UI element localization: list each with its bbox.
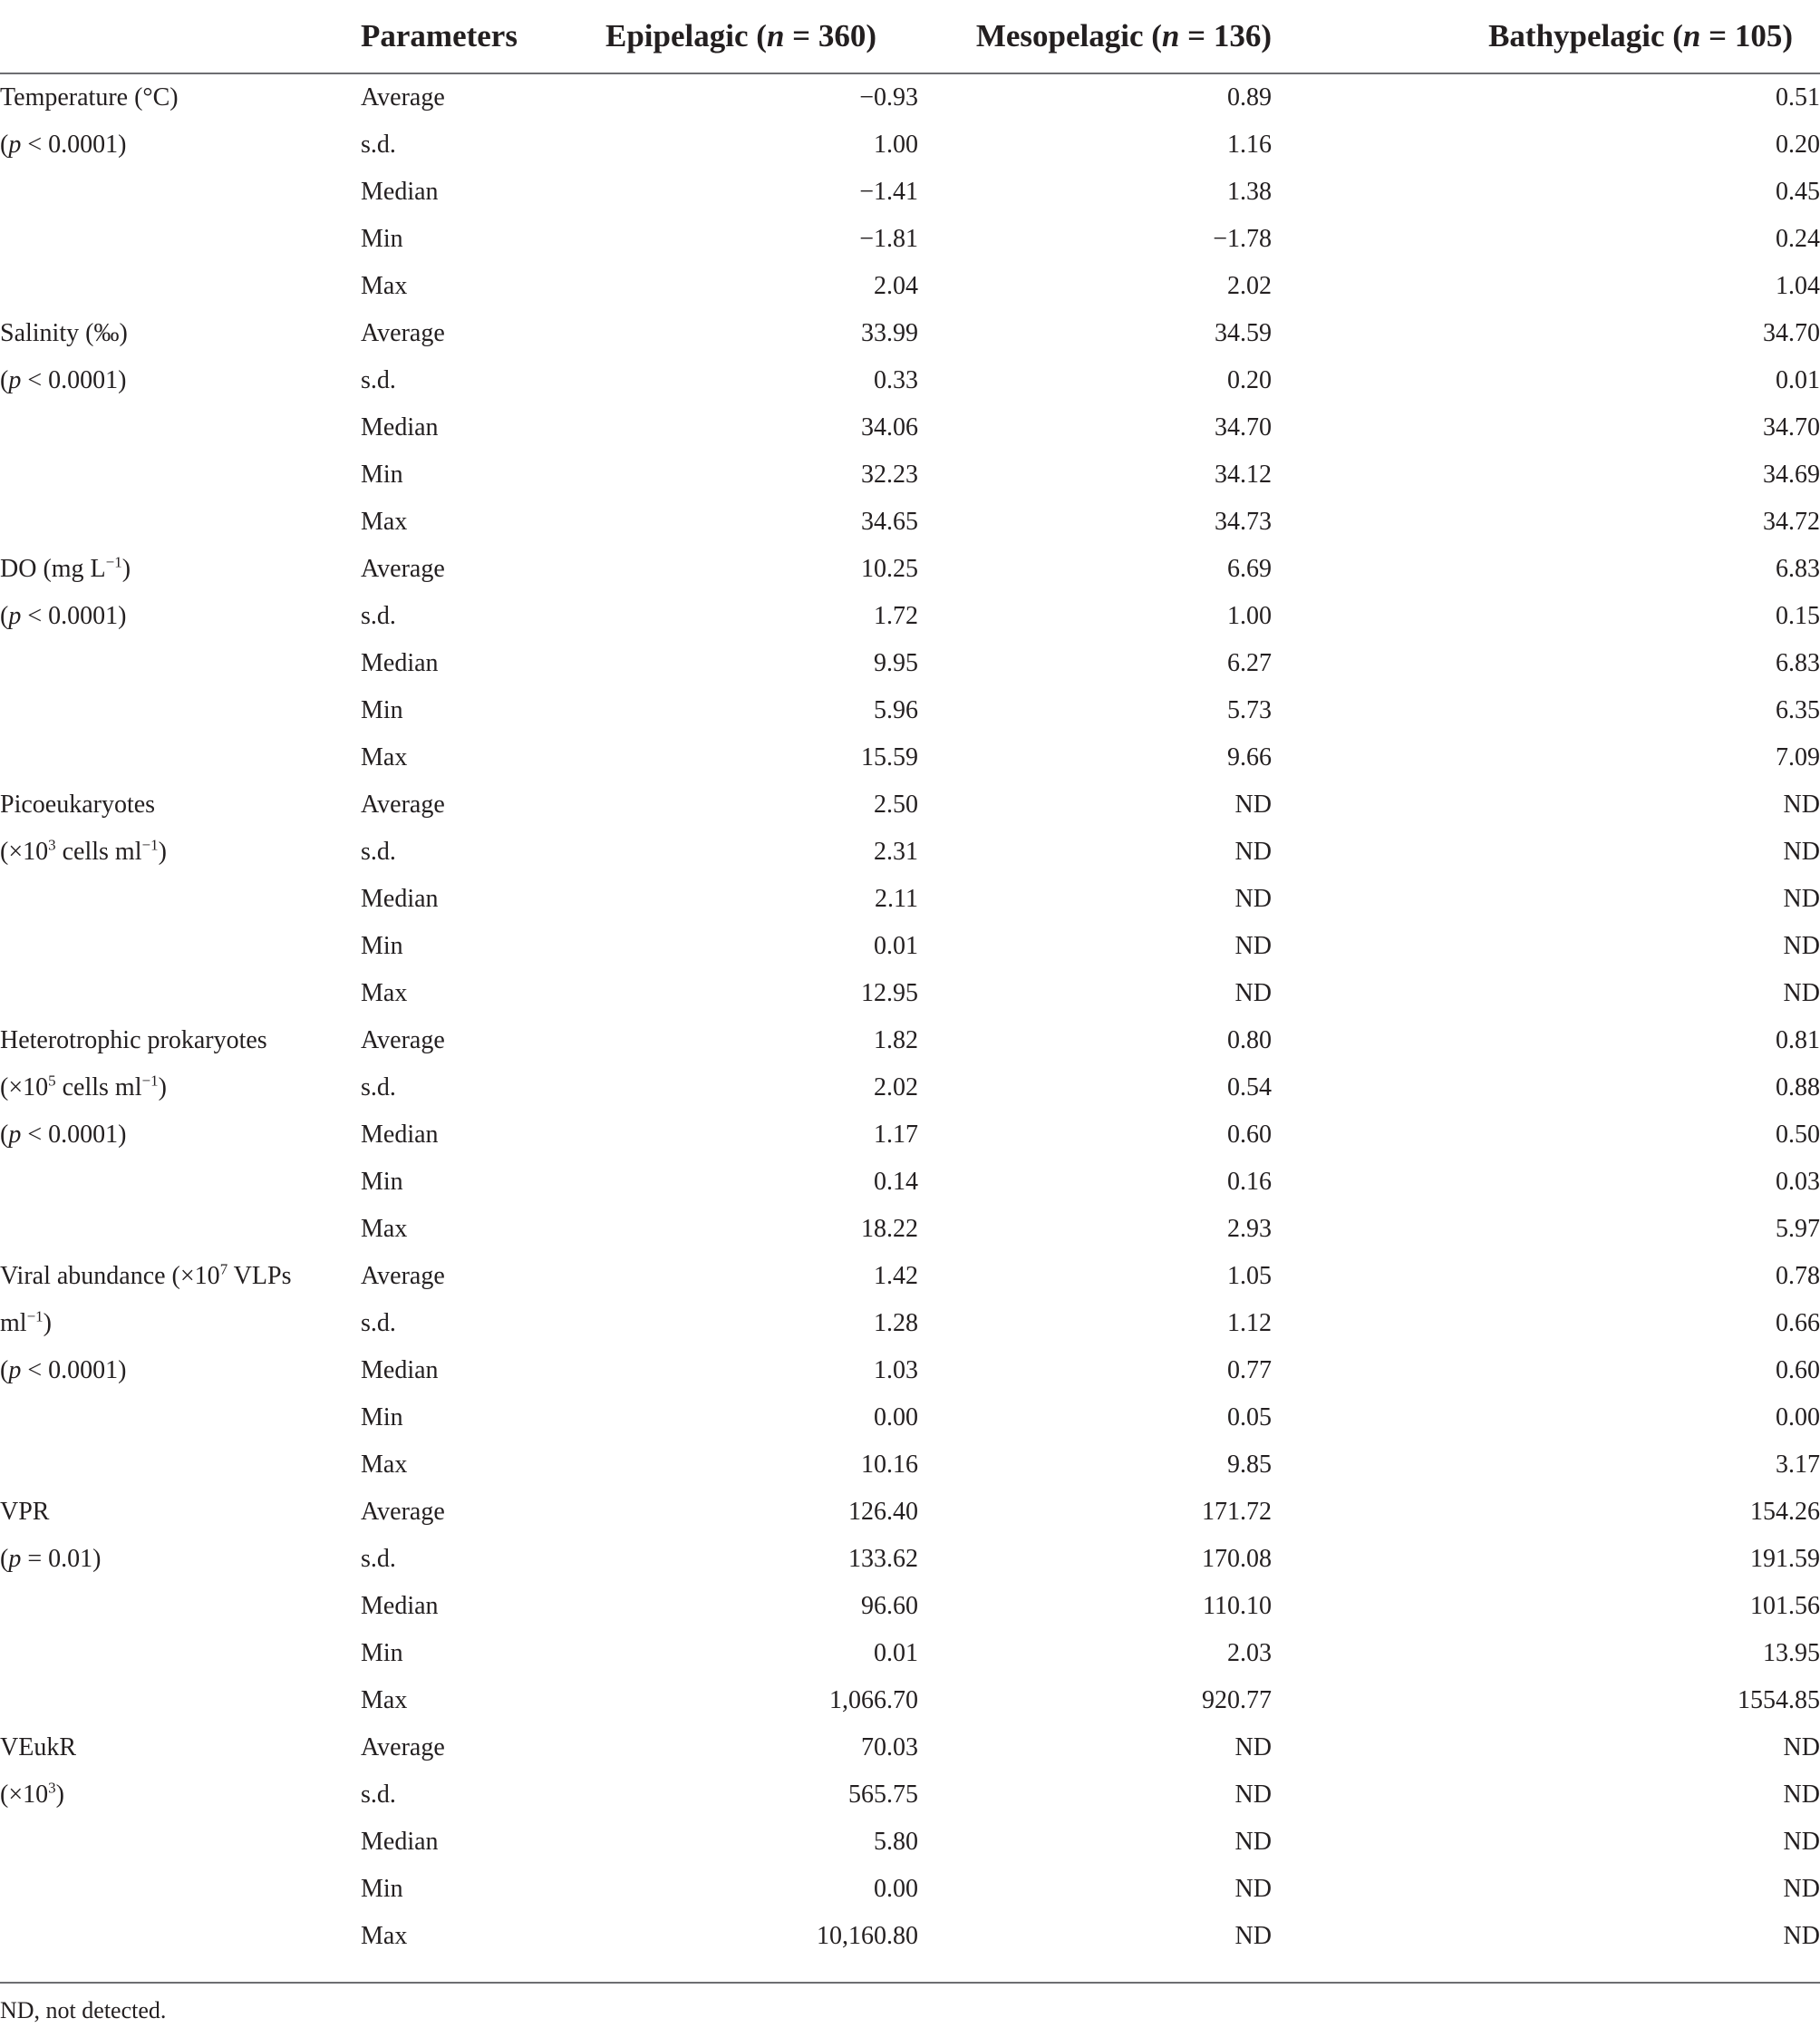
statistic-label: Min [361, 1403, 403, 1431]
table-row [0, 404, 1820, 451]
table-row [0, 1111, 1820, 1159]
statistic-label: Average [361, 319, 445, 347]
statistic-label: Median [361, 413, 439, 442]
statistic-label: Average [361, 83, 445, 112]
variable-label [0, 404, 361, 451]
variable-label [0, 923, 361, 970]
mesopelagic-value: 1.05 [1227, 1262, 1272, 1290]
statistic-label: Max [361, 1451, 408, 1479]
table-row [0, 121, 1820, 169]
epipelagic-value: 1.28 [874, 1309, 918, 1337]
statistic-label: s.d. [361, 1545, 396, 1573]
header-bathypelagic: Bathypelagic (n = 105) [1272, 0, 1820, 73]
statistic-label: Min [361, 1168, 403, 1196]
bathypelagic-value: 34.70 [1763, 319, 1820, 347]
variable-label [0, 734, 361, 781]
bathypelagic-value: 191.59 [1750, 1545, 1820, 1573]
table-row [0, 1159, 1820, 1206]
mesopelagic-value: 34.73 [1215, 508, 1272, 536]
bathypelagic-value: 0.51 [1776, 83, 1820, 112]
epipelagic-value: 2.02 [874, 1073, 918, 1101]
statistic-label: s.d. [361, 131, 396, 159]
variable-label: ($\times 10^5$ cells $ml^{-1}$) [0, 1072, 167, 1101]
statistic-label: Median [361, 1356, 439, 1384]
bathypelagic-value: 0.81 [1776, 1026, 1820, 1054]
variable-label [0, 1394, 361, 1441]
statistic-label: Min [361, 1875, 403, 1903]
mesopelagic-value: 1.12 [1227, 1309, 1272, 1337]
variable-label: (p < 0.0001) [0, 1121, 127, 1149]
variable-label [0, 1866, 361, 1913]
epipelagic-value: 565.75 [848, 1781, 918, 1809]
mesopelagic-value: ND [1234, 979, 1272, 1007]
mesopelagic-value: 110.10 [1203, 1592, 1272, 1620]
statistic-label: s.d. [361, 1073, 396, 1101]
table-row [0, 1206, 1820, 1253]
statistic-label: Median [361, 1828, 439, 1856]
table-row [0, 1394, 1820, 1441]
mesopelagic-value: ND [1234, 1922, 1272, 1950]
mesopelagic-value: 0.89 [1227, 83, 1272, 112]
bathypelagic-value: 101.56 [1750, 1592, 1820, 1620]
table-row [0, 451, 1820, 499]
statistic-label: Max [361, 743, 408, 771]
mesopelagic-value: ND [1234, 1781, 1272, 1809]
variable-label: (p < 0.0001) [0, 131, 127, 159]
variable-label [0, 169, 361, 216]
table-row [0, 829, 1820, 876]
mesopelagic-value: 9.85 [1227, 1451, 1272, 1479]
statistic-label: s.d. [361, 366, 396, 394]
epipelagic-value: 34.06 [861, 413, 918, 442]
bathypelagic-value: 0.45 [1776, 178, 1820, 206]
table-row [0, 781, 1820, 829]
statistic-label: Min [361, 1639, 403, 1667]
variable-label [0, 1583, 361, 1630]
statistic-label: Min [361, 225, 403, 253]
epipelagic-value: 2.04 [874, 272, 918, 300]
variable-label [0, 499, 361, 546]
epipelagic-value: 10.25 [861, 555, 918, 583]
table-row [0, 263, 1820, 310]
epipelagic-value: 2.11 [875, 885, 918, 913]
epipelagic-value: 1.00 [874, 131, 918, 159]
bathypelagic-value: 0.50 [1776, 1121, 1820, 1149]
variable-label: Heterotrophic prokaryotes [0, 1026, 267, 1054]
epipelagic-value: 5.80 [874, 1828, 918, 1856]
bathypelagic-value: 0.01 [1776, 366, 1820, 394]
table-row [0, 1253, 1820, 1300]
table-body [0, 73, 1820, 1960]
bathypelagic-value: ND [1783, 885, 1820, 913]
bathypelagic-value: ND [1783, 1828, 1820, 1856]
variable-label: $(\times 10^3)$ [0, 1779, 64, 1809]
epipelagic-value: 0.00 [874, 1875, 918, 1903]
mesopelagic-value: 171.72 [1202, 1498, 1272, 1526]
statistic-label: Max [361, 508, 408, 536]
epipelagic-value: 96.60 [861, 1592, 918, 1620]
statistic-label: Average [361, 1026, 445, 1054]
variable-label [0, 876, 361, 923]
table-row [0, 1677, 1820, 1724]
epipelagic-value: 2.31 [874, 838, 918, 866]
epipelagic-value: 1.82 [874, 1026, 918, 1054]
epipelagic-value: 126.40 [848, 1498, 918, 1526]
bathypelagic-value: 0.20 [1776, 131, 1820, 159]
mesopelagic-value: 920.77 [1202, 1686, 1272, 1714]
table-header [0, 0, 1820, 73]
statistic-label: Min [361, 932, 403, 960]
variable-label [0, 1913, 361, 1960]
variable-label: ($\times 10^3$ cells $ml^{-1}$) [0, 836, 167, 866]
epipelagic-value: 0.33 [874, 366, 918, 394]
table-row [0, 1300, 1820, 1347]
epipelagic-value: 10,160.80 [817, 1922, 918, 1950]
variable-label [0, 1630, 361, 1677]
bathypelagic-value: 6.83 [1776, 555, 1820, 583]
header-parameters: Parameters [361, 0, 605, 73]
variable-label [0, 263, 361, 310]
mesopelagic-value: 5.73 [1227, 696, 1272, 724]
bathypelagic-value: 0.15 [1776, 602, 1820, 630]
bathypelagic-value: 6.35 [1776, 696, 1820, 724]
mesopelagic-value: 0.54 [1227, 1073, 1272, 1101]
epipelagic-value: 10.16 [861, 1451, 918, 1479]
table-row [0, 1913, 1820, 1960]
mesopelagic-value: ND [1234, 1733, 1272, 1761]
table-row [0, 1771, 1820, 1819]
mesopelagic-value: 6.27 [1227, 649, 1272, 677]
epipelagic-value: 1,066.70 [829, 1686, 918, 1714]
bathypelagic-value: 0.66 [1776, 1309, 1820, 1337]
mesopelagic-value: 0.16 [1227, 1168, 1272, 1196]
epipelagic-value: 1.42 [874, 1262, 918, 1290]
table-row [0, 640, 1820, 687]
epipelagic-value: −0.93 [859, 83, 918, 112]
header-mesopelagic: Mesopelagic (n = 136) [918, 0, 1272, 73]
variable-label [0, 451, 361, 499]
variable-label: Picoeukaryotes [0, 791, 156, 819]
variable-label: (p = 0.01) [0, 1545, 102, 1573]
statistic-label: Median [361, 1121, 439, 1149]
variable-label: VEukR [0, 1733, 76, 1761]
variable-label: VPR [0, 1498, 50, 1526]
statistic-label: s.d. [361, 1781, 396, 1809]
epipelagic-value: 33.99 [861, 319, 918, 347]
statistic-label: Median [361, 649, 439, 677]
header-variable [0, 0, 361, 73]
epipelagic-value: 15.59 [861, 743, 918, 771]
table-row [0, 734, 1820, 781]
table-row [0, 1536, 1820, 1583]
bathypelagic-value: 13.95 [1763, 1639, 1820, 1667]
mesopelagic-value: 0.80 [1227, 1026, 1272, 1054]
statistic-label: Min [361, 461, 403, 489]
mesopelagic-value: 0.60 [1227, 1121, 1272, 1149]
statistic-label: Max [361, 1215, 408, 1243]
table-row [0, 923, 1820, 970]
mesopelagic-value: ND [1234, 838, 1272, 866]
table-footnote: ND, not detected. [0, 1997, 167, 2023]
bathypelagic-value: ND [1783, 1875, 1820, 1903]
variable-label [0, 1441, 361, 1489]
variable-label: Viral abundance ($\times 10^7$ VLPs [0, 1260, 292, 1290]
variable-label [0, 216, 361, 263]
epipelagic-value: 5.96 [874, 696, 918, 724]
mesopelagic-value: 2.03 [1227, 1639, 1272, 1667]
variable-label [0, 687, 361, 734]
epipelagic-value: 12.95 [861, 979, 918, 1007]
epipelagic-value: 18.22 [861, 1215, 918, 1243]
variable-label [0, 1819, 361, 1866]
table-row [0, 1819, 1820, 1866]
table-row [0, 1347, 1820, 1394]
statistic-label: Max [361, 272, 408, 300]
table-row [0, 1489, 1820, 1536]
bathypelagic-value: ND [1783, 1922, 1820, 1950]
epipelagic-value: 32.23 [861, 461, 918, 489]
statistic-label: Average [361, 555, 445, 583]
epipelagic-value: 0.01 [874, 932, 918, 960]
header-row [0, 0, 1820, 73]
mesopelagic-value: 1.38 [1227, 178, 1272, 206]
mesopelagic-value: 170.08 [1202, 1545, 1272, 1573]
mesopelagic-value: ND [1234, 791, 1272, 819]
bathypelagic-value: 154.26 [1750, 1498, 1820, 1526]
bathypelagic-value: 6.83 [1776, 649, 1820, 677]
table-row [0, 1630, 1820, 1677]
statistic-label: Average [361, 791, 445, 819]
bathypelagic-value: ND [1783, 791, 1820, 819]
table-row [0, 73, 1820, 121]
epipelagic-value: 9.95 [874, 649, 918, 677]
bathypelagic-value: 34.69 [1763, 461, 1820, 489]
mesopelagic-value: ND [1234, 885, 1272, 913]
statistic-label: Average [361, 1498, 445, 1526]
mesopelagic-value: ND [1234, 932, 1272, 960]
bathypelagic-value: 3.17 [1776, 1451, 1820, 1479]
statistic-label: Average [361, 1262, 445, 1290]
table-row [0, 970, 1820, 1017]
mesopelagic-value: 6.69 [1227, 555, 1272, 583]
mesopelagic-value: 0.05 [1227, 1403, 1272, 1431]
epipelagic-value: −1.81 [859, 225, 918, 253]
table-row [0, 1441, 1820, 1489]
mesopelagic-value: 1.16 [1227, 131, 1272, 159]
epipelagic-value: 133.62 [848, 1545, 918, 1573]
statistic-label: s.d. [361, 838, 396, 866]
variable-label: DO (mg $L^{-1}$) [0, 553, 131, 583]
variable-label [0, 1206, 361, 1253]
table-row [0, 169, 1820, 216]
statistic-label: Max [361, 1922, 408, 1950]
header-epipelagic: Epipelagic (n = 360) [605, 0, 918, 73]
mesopelagic-value: ND [1234, 1875, 1272, 1903]
mesopelagic-value: 0.77 [1227, 1356, 1272, 1384]
bathypelagic-value: 0.60 [1776, 1356, 1820, 1384]
bathypelagic-value: 1554.85 [1738, 1686, 1820, 1714]
epipelagic-value: −1.41 [859, 178, 918, 206]
variable-label: Salinity (‰) [0, 319, 128, 347]
mesopelagic-value: 34.70 [1215, 413, 1272, 442]
statistic-label: Average [361, 1733, 445, 1761]
table-row [0, 1064, 1820, 1111]
table-row [0, 876, 1820, 923]
table-row [0, 1724, 1820, 1771]
bathypelagic-value: 7.09 [1776, 743, 1820, 771]
table-row [0, 357, 1820, 404]
table-row [0, 310, 1820, 357]
table-row [0, 499, 1820, 546]
table-bottom-rule [0, 1982, 1820, 1984]
variable-label: (p < 0.0001) [0, 602, 127, 630]
epipelagic-value: 0.14 [874, 1168, 918, 1196]
bathypelagic-value: 0.03 [1776, 1168, 1820, 1196]
table-row [0, 1017, 1820, 1064]
bathypelagic-value: ND [1783, 838, 1820, 866]
epipelagic-value: 1.72 [874, 602, 918, 630]
variable-label: (p < 0.0001) [0, 1356, 127, 1384]
table-row [0, 593, 1820, 640]
statistic-label: Median [361, 885, 439, 913]
table-row [0, 546, 1820, 593]
bathypelagic-value: 34.70 [1763, 413, 1820, 442]
statistic-label: s.d. [361, 602, 396, 630]
statistic-label: Min [361, 696, 403, 724]
statistic-label: Max [361, 1686, 408, 1714]
variable-label: $ml^{-1}$) [0, 1307, 52, 1337]
epipelagic-value: 70.03 [861, 1733, 918, 1761]
bathypelagic-value: ND [1783, 1781, 1820, 1809]
bathypelagic-value: 0.78 [1776, 1262, 1820, 1290]
mesopelagic-value: 9.66 [1227, 743, 1272, 771]
epipelagic-value: 2.50 [874, 791, 918, 819]
bathypelagic-value: 5.97 [1776, 1215, 1820, 1243]
mesopelagic-value: ND [1234, 1828, 1272, 1856]
mesopelagic-value: 2.02 [1227, 272, 1272, 300]
bathypelagic-value: ND [1783, 932, 1820, 960]
mesopelagic-value: 34.12 [1215, 461, 1272, 489]
epipelagic-value: 0.01 [874, 1639, 918, 1667]
variable-label [0, 1159, 361, 1206]
variable-label: (p < 0.0001) [0, 366, 127, 394]
epipelagic-value: 0.00 [874, 1403, 918, 1431]
mesopelagic-value: −1.78 [1213, 225, 1272, 253]
table-row [0, 687, 1820, 734]
bathypelagic-value: 0.24 [1776, 225, 1820, 253]
bathypelagic-value: 0.88 [1776, 1073, 1820, 1101]
mesopelagic-value: 0.20 [1227, 366, 1272, 394]
variable-label [0, 640, 361, 687]
statistic-label: Max [361, 979, 408, 1007]
bathypelagic-value: 34.72 [1763, 508, 1820, 536]
epipelagic-value: 1.17 [874, 1121, 918, 1149]
bathypelagic-value: ND [1783, 979, 1820, 1007]
mesopelagic-value: 1.00 [1227, 602, 1272, 630]
epipelagic-value: 34.65 [861, 508, 918, 536]
bathypelagic-value: 1.04 [1776, 272, 1820, 300]
table-row [0, 1866, 1820, 1913]
statistic-label: Median [361, 1592, 439, 1620]
mesopelagic-value: 2.93 [1227, 1215, 1272, 1243]
variable-label: Temperature (°C) [0, 83, 179, 112]
statistic-label: s.d. [361, 1309, 396, 1337]
bathypelagic-value: 0.00 [1776, 1403, 1820, 1431]
statistic-label: Median [361, 178, 439, 206]
variable-label [0, 970, 361, 1017]
table-row [0, 1583, 1820, 1630]
epipelagic-value: 1.03 [874, 1356, 918, 1384]
mesopelagic-value: 34.59 [1215, 319, 1272, 347]
table-row [0, 216, 1820, 263]
bathypelagic-value: ND [1783, 1733, 1820, 1761]
variable-label [0, 1677, 361, 1724]
